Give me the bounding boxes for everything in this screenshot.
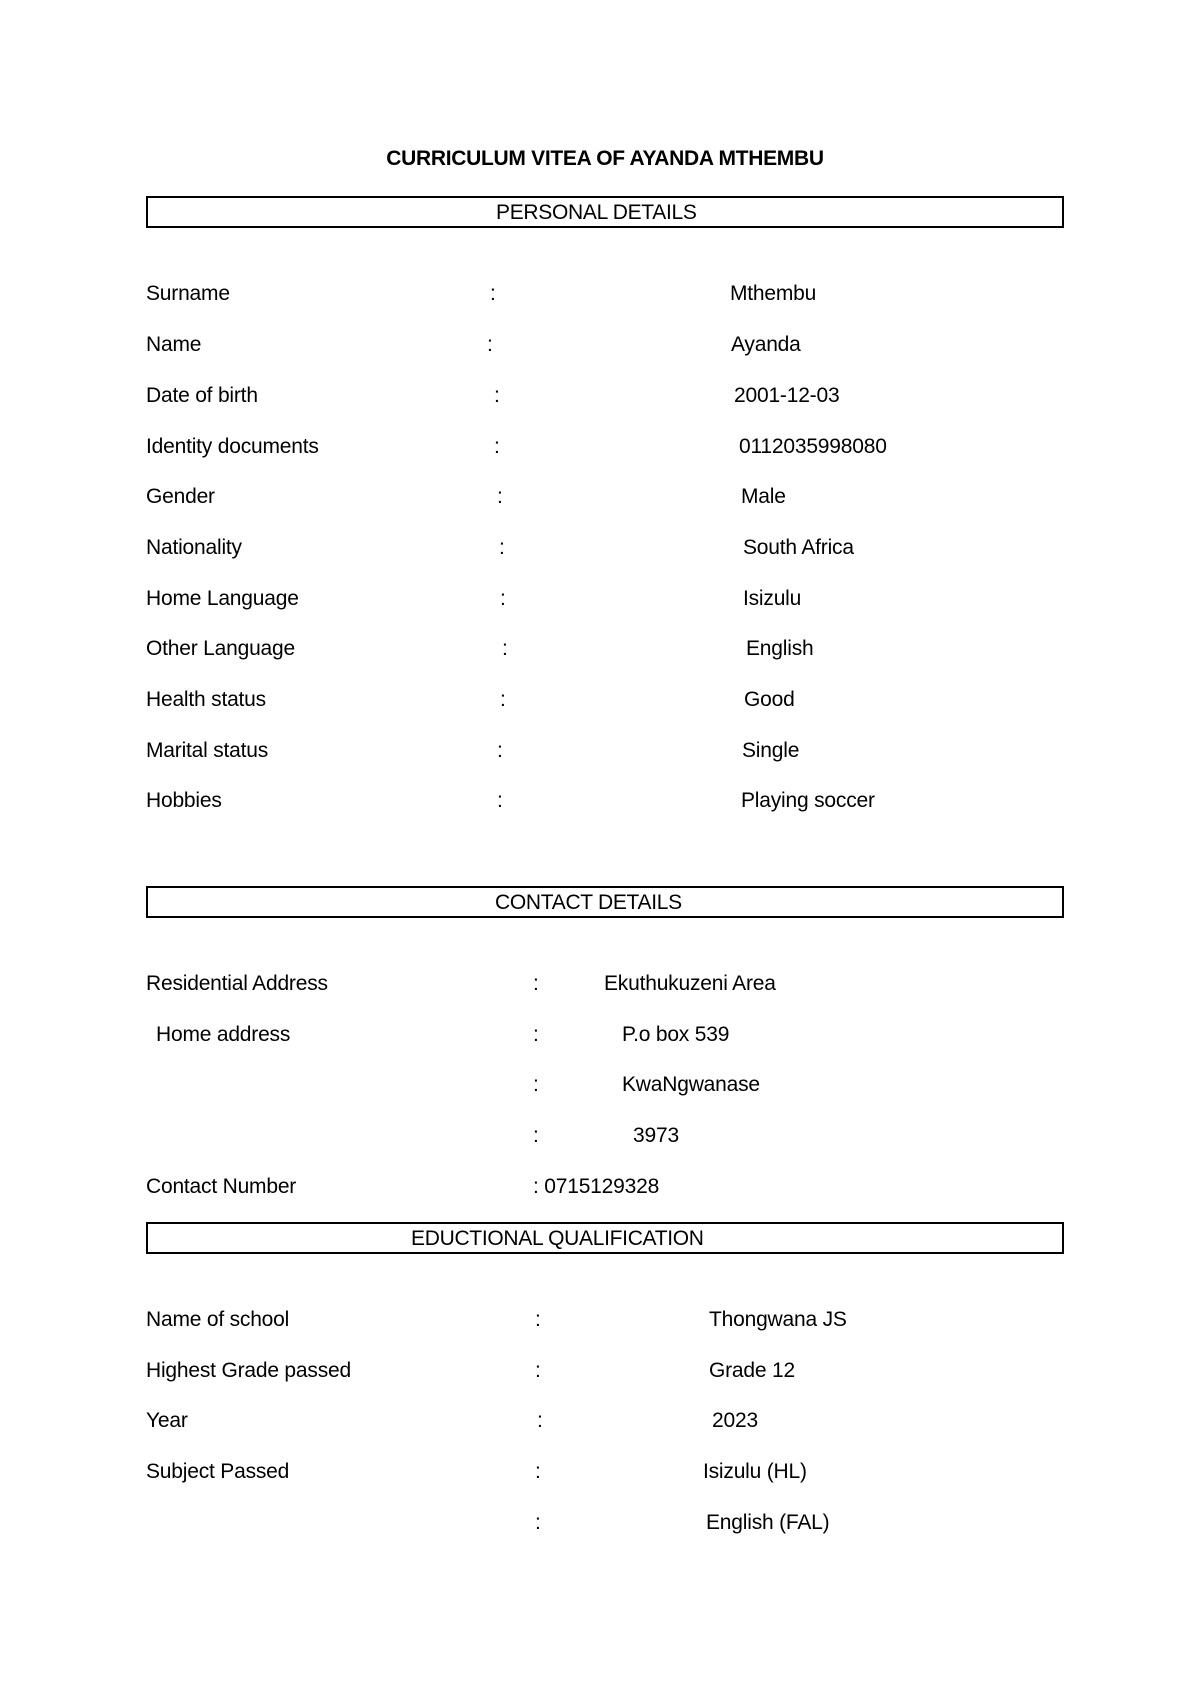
health-status-separator: : xyxy=(500,688,506,711)
marital-status-value: Single xyxy=(742,739,800,762)
contact-number-value: : 0715129328 xyxy=(533,1175,660,1198)
identity-documents-label: Identity documents xyxy=(146,435,319,458)
document-title: CURRICULUM VITEA OF AYANDA MTHEMBU xyxy=(386,147,824,170)
school-name-label: Name of school xyxy=(146,1308,290,1331)
education-header xyxy=(146,1222,1064,1254)
personal-details-header xyxy=(146,196,1064,228)
subject-passed-value: Isizulu (HL) xyxy=(703,1460,807,1483)
date-of-birth-separator: : xyxy=(494,384,500,407)
nationality-value: South Africa xyxy=(743,536,854,559)
address-line-2-value: KwaNgwanase xyxy=(622,1073,760,1096)
year-separator: : xyxy=(537,1409,543,1432)
home-language-label: Home Language xyxy=(146,587,299,610)
name-label: Name xyxy=(146,333,202,356)
gender-label: Gender xyxy=(146,485,215,508)
other-language-separator: : xyxy=(502,637,508,660)
hobbies-label: Hobbies xyxy=(146,789,222,812)
surname-label: Surname xyxy=(146,282,230,305)
home-address-label: Home address xyxy=(156,1023,291,1046)
highest-grade-label: Highest Grade passed xyxy=(146,1359,351,1382)
contact-details-header xyxy=(146,886,1064,918)
home-address-value: P.o box 539 xyxy=(622,1023,730,1046)
other-language-label: Other Language xyxy=(146,637,295,660)
subject-passed-separator: : xyxy=(535,1460,541,1483)
education-heading: EDUCTIONAL QUALIFICATION xyxy=(411,1227,704,1250)
contact-details-heading: CONTACT DETAILS xyxy=(495,891,682,914)
marital-status-label: Marital status xyxy=(146,739,269,762)
identity-documents-separator: : xyxy=(494,435,500,458)
home-address-separator: : xyxy=(533,1023,539,1046)
residential-address-separator: : xyxy=(533,972,539,995)
hobbies-value: Playing soccer xyxy=(741,789,875,812)
marital-status-separator: : xyxy=(497,739,503,762)
personal-details-heading: PERSONAL DETAILS xyxy=(496,201,697,224)
subject-passed-2-value: English (FAL) xyxy=(706,1511,830,1534)
contact-number-label: Contact Number xyxy=(146,1175,297,1198)
residential-address-label: Residential Address xyxy=(146,972,328,995)
highest-grade-value: Grade 12 xyxy=(709,1359,795,1382)
school-name-value: Thongwana JS xyxy=(709,1308,847,1331)
highest-grade-separator: : xyxy=(535,1359,541,1382)
nationality-separator: : xyxy=(499,536,505,559)
subject-passed-label: Subject Passed xyxy=(146,1460,290,1483)
gender-value: Male xyxy=(741,485,786,508)
nationality-label: Nationality xyxy=(146,536,242,559)
identity-documents-value: 0112035998080 xyxy=(739,435,887,458)
year-value: 2023 xyxy=(712,1409,758,1432)
name-separator: : xyxy=(487,333,493,356)
subject-passed-2-separator: : xyxy=(535,1511,541,1534)
address-line-2-separator: : xyxy=(533,1073,539,1096)
hobbies-separator: : xyxy=(497,789,503,812)
health-status-value: Good xyxy=(744,688,795,711)
gender-separator: : xyxy=(497,485,503,508)
home-language-value: Isizulu xyxy=(743,587,802,610)
home-language-separator: : xyxy=(500,587,506,610)
health-status-label: Health status xyxy=(146,688,266,711)
other-language-value: English xyxy=(746,637,814,660)
name-value: Ayanda xyxy=(731,333,801,356)
address-postal-code-value: 3973 xyxy=(633,1124,679,1147)
residential-address-value: Ekuthukuzeni Area xyxy=(604,972,776,995)
surname-separator: : xyxy=(490,282,496,305)
date-of-birth-value: 2001-12-03 xyxy=(734,384,840,407)
address-postal-code-separator: : xyxy=(533,1124,539,1147)
date-of-birth-label: Date of birth xyxy=(146,384,258,407)
year-label: Year xyxy=(146,1409,188,1432)
surname-value: Mthembu xyxy=(730,282,817,305)
school-name-separator: : xyxy=(535,1308,541,1331)
